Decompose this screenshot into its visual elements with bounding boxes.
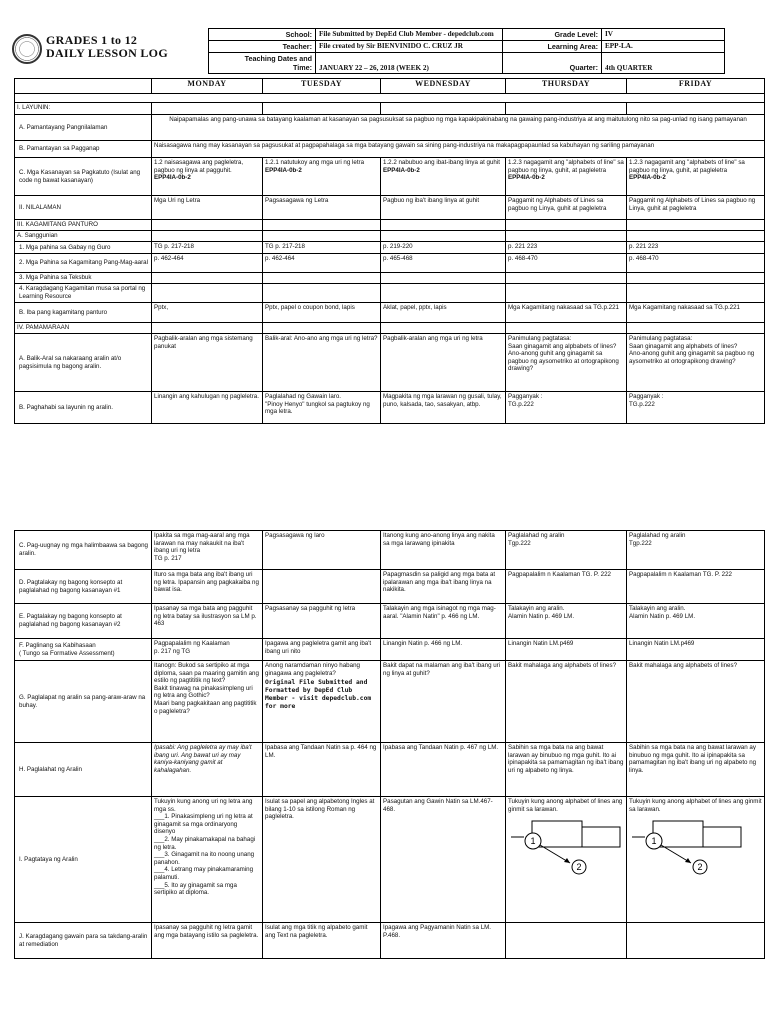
pagtalakay2-monday: Ipasanay sa mga bata ang pagguhit ng letra batay sa ilustrasyon sa LM p. 463: [152, 604, 263, 639]
teacher-value: File created by Sir BIENVINIDO C. CRUZ JR: [316, 41, 503, 53]
karagdagang-gawain-thursday: [506, 923, 627, 959]
gabay-thursday: p. 221 223: [506, 242, 627, 254]
balik-wednesday: Pagbalik-aralan ang mga uri ng letra: [381, 334, 506, 392]
pagtalakay1-label: D. Pagtalakay ng bagong konsepto at paglalahad ng bagong kasanayan #1: [15, 570, 152, 604]
lesson-table-bottom: [14, 530, 765, 959]
dates-value: JANUARY 22 – 26, 2018 (WEEK 2): [316, 53, 503, 74]
code-label: EPP4IA-0b-2: [154, 174, 191, 182]
pagtalakay1-thursday: Pagpapalalim n Kaalaman TG. P. 222: [506, 570, 627, 604]
nilalaman-label: II. NILALAMAN: [15, 196, 152, 220]
paguugnay-thursday: Paglalahad ng aralin Tgp.222: [506, 531, 627, 570]
iba-tuesday: Pptx, papel o coupon bond, lapis: [263, 303, 381, 323]
gabay-label: 1. Mga pahina sa Gabay ng Guro: [15, 242, 152, 254]
iba-thursday: Mga Kagamitang nakasaad sa TG.p.221: [506, 303, 627, 323]
iba-label: B. Iba pang kagamitang panturo: [15, 303, 152, 323]
pagtalakay1-friday: Pagpapalalim n Kaalaman TG. P. 222: [627, 570, 765, 604]
paglalahat-monday: Ipasabi: Ang pagleletra ay may iba't ibang uri. Ang bawat uri ay may kaniya-kaniyang gamit at kahalagahan.: [152, 743, 263, 797]
karagdagang-gawain-label: J. Karagdagang gawain para sa takdang-aralin at remediation: [15, 923, 152, 959]
karagdagang-gawain-monday: Ipasanay sa pagguhit ng letra gamit ang mga batayang istilo sa pagleletra.: [152, 923, 263, 959]
balik-monday: Pagbalik-aralan ang mga sistemang panukat: [152, 334, 263, 392]
balik-label: A. Balik-Aral sa nakaraang aralin at/o pagsisimula ng bagong aralin.: [15, 334, 152, 392]
pamantayang-label: A. Pamantayang Pangnilalaman: [15, 115, 152, 141]
paglalahat-wednesday: Ipabasa ang Tandaan Natin p. 467 ng LM.: [381, 743, 506, 797]
paguugnay-tuesday: Pagsasagawa ng laro: [263, 531, 381, 570]
nilalaman-friday: Paggamit ng Alphabets of Lines sa pagbuo ng Linya, guhit at pagleletra: [627, 196, 765, 220]
dates-label: [209, 53, 316, 74]
grade-value: IV: [602, 29, 725, 41]
paglalahat-friday: Sabihin sa mga bata na ang bawat larawan ay binubuo ng mga guhit. Ito ai ipinapakita sa pamamagitan ng iba't ibang uri ng alpabeto ng linya.: [627, 743, 765, 797]
svg-text:2: 2: [697, 862, 703, 873]
document-title: [46, 34, 168, 60]
teacher-label: Teacher:: [209, 41, 316, 53]
svg-text:2: 2: [576, 862, 582, 873]
pagtalakay1-monday: Ituro sa mga bata ang iba't ibang uri ng letra. Ipapansin ang pagkakaiba ng bawat isa.: [152, 570, 263, 604]
title-line1: GRADES 1 to 12: [46, 33, 138, 47]
spacer-row: [15, 94, 765, 103]
paghahabi-monday: Linangin ang kahulugan ng pagleletra.: [152, 392, 263, 424]
info-table: [208, 28, 725, 74]
paglalapat-tuesday: Anong naramdaman ninyo habang ginagawa ang pagleletra? Original File Submitted and Formatted by DepEd Club Member - visit depedclub.com for more: [263, 661, 381, 743]
paglinang-friday: Linangin Natin LM.p469: [627, 639, 765, 661]
kasanayan-thursday: 1.2.3 nagagamit ang "alphabets of line" sa pagbuo ng linya, guhit, at pagleletra EPP4IA-0b-2: [506, 158, 627, 196]
day-monday: MONDAY: [152, 79, 263, 94]
karagdagang-gawain-wednesday: Ipagawa ang Pagyamanin Natin sa LM. P.468.: [381, 923, 506, 959]
paglalapat-wednesday: Bakit dapat na malaman ang iba't ibang uri ng linya at guhit?: [381, 661, 506, 743]
quarter-value: 4th QUARTER: [602, 53, 725, 74]
kasanayan-friday: 1.2.3 nagagamit ang "alphabets of line" sa pagbuo ng linya, guhit, at pagleletra EPP4IA-0b-2: [627, 158, 765, 196]
alphabet-of-lines-diagram: [629, 813, 762, 883]
kagamitang-mag-thursday: p. 468-470: [506, 254, 627, 273]
pamamaraan-label: IV. PAMAMARAAN: [15, 323, 152, 334]
paghahabi-label: B. Paghahabi sa layunin ng aralin.: [15, 392, 152, 424]
paguugnay-monday: Ipakita sa mga mag-aaral ang mga larawan na may nakaukit na iba't ibang uri ng letra TG p. 217: [152, 531, 263, 570]
karagdagang-gawain-tuesday: Isulat ang mga titik ng alpabeto gamit ang Text na pagleletra.: [263, 923, 381, 959]
pagtataya-monday: Tukuyin kung anong uri ng letra ang mga ss. ___1. Pinakasimpleng uri ng letra at ginagamit sa mga ordinaryong disenyo ___2. May pinakamakapal na bahagi ng letra. ___3. Ginagamit na ito noong unang panahon. ___4. Letrang may pinakamaraming palamuti. ___5. Ito ay ginagamit sa mga sertipiko at diploma.: [152, 797, 263, 923]
kagamitang-mag-monday: p. 462-464: [152, 254, 263, 273]
kasanayan-label: C. Mga Kasanayan sa Pagkatuto (Isulat ang code ng bawat kasanayan): [15, 158, 152, 196]
pagtataya-wednesday: Pasagutan ang Gawin Natin sa LM.467-468.: [381, 797, 506, 923]
paglinang-label: F. Paglinang sa Kabihasaan ( Tungo sa Formative Assessment): [15, 639, 152, 661]
pagtalakay1-wednesday: Papagmasdin sa paligid ang mga bata at ipalarawan ang mga iba't ibang linya na nakikita.: [381, 570, 506, 604]
paglalahat-tuesday: Ipabasa ang Tandaan Natin sa p. 464 ng LM.: [263, 743, 381, 797]
iba-friday: Mga Kagamitang nakasaad sa TG.p.221: [627, 303, 765, 323]
iba-monday: Pptx,: [152, 303, 263, 323]
pagtataya-tuesday: Isulat sa papel ang alpabetong Ingles at bilang 1-10 sa istilong Roman ng pagleletra.: [263, 797, 381, 923]
title-line2: DAILY LESSON LOG: [46, 46, 168, 60]
area-label: Learning Area:: [503, 41, 602, 53]
balik-thursday: Panimulang pagtatasa: Saan ginagamit ang alpbabets of lines? Ano-anong guhit ang ginagamit sa pagbuo ng aysometriko at ortograpikong drawing?: [506, 334, 627, 392]
grade-label: Grade Level:: [503, 29, 602, 41]
alphabet-of-lines-diagram: [508, 813, 624, 883]
pagtataya-thursday: Tukuyin kung anong alphabet of lines ang ginmit sa larawan. 1 2: [506, 797, 627, 923]
nilalaman-tuesday: Pagsasagawa ng Letra: [263, 196, 381, 220]
gabay-wednesday: p. 219-220: [381, 242, 506, 254]
nilalaman-monday: Mga Uri ng Letra: [152, 196, 263, 220]
pagtalakay2-wednesday: Talakayin ang mga isinagot ng mga mag-aaral. "Alamin Natin" p. 466 ng LM.: [381, 604, 506, 639]
pagganap-text: Naisasagawa nang may kasanayan sa pagsusukat at pagpapahalaga sa mga batayang gawain sa sining pang-industriya na makapagpapaunlad sa kabuhayan ng sariling pamayanan: [152, 141, 765, 158]
karagdagang-gawain-friday: [627, 923, 765, 959]
paglalahat-label: H. Paglalahat ng Aralin: [15, 743, 152, 797]
paguugnay-wednesday: Itanong kung ano-anong linya ang nakita sa mga larawang ipinakita: [381, 531, 506, 570]
watermark-text: Original File Submitted and Formatted by DepEd Club Member - visit depedclub.com for more: [265, 679, 372, 711]
lesson-table-top: [14, 78, 765, 424]
paglinang-thursday: Linangin Natin LM.p469: [506, 639, 627, 661]
teksbuk-label: 3. Mga Pahina sa Teksbuk: [15, 273, 152, 284]
pagganap-label: B. Pamantayan sa Pagganap: [15, 141, 152, 158]
pagtalakay2-tuesday: Pagsasanay sa pagguhit ng letra: [263, 604, 381, 639]
gabay-friday: p. 221 223: [627, 242, 765, 254]
nilalaman-thursday: Paggamit ng Alphabets of Lines sa pagbuo ng Linya, guhit at pagleletra: [506, 196, 627, 220]
deped-seal-icon: [12, 34, 42, 64]
code-label: EPP4IA-0b-2: [265, 166, 302, 174]
area-value: EPP-LA.: [602, 41, 725, 53]
day-thursday: THURSDAY: [506, 79, 627, 94]
paglinang-tuesday: Ipagawa ang pagleletra gamit ang iba't ibang uri nito: [263, 639, 381, 661]
paghahabi-wednesday: Magpakita ng mga larawan ng gusali, tulay, puno, kalsada, tao, sasakyan, atbp.: [381, 392, 506, 424]
pagtalakay2-label: E. Pagtalakay ng bagong konsepto at paglalahad ng bagong kasanayan #2: [15, 604, 152, 639]
paglalapat-monday: Itanogn: Bukod sa sertipiko at mga diploma, saan pa maaring gamitin ang estilo ng pagtititik ng text? Bakit tinawag na pinakasimpleng uri ng letra ang Gothic? Maari bang pagkakitaan ang pagtititik o pagleletra?: [152, 661, 263, 743]
iba-wednesday: Aklat, papel, pptx, lapis: [381, 303, 506, 323]
balik-friday: Panimulang pagtatasa: Saan ginagamit ang alphabets of lines? Ano-anong guhit ang ginagamit sa pagbuo ng aysometriko at ortograpikong drawing?: [627, 334, 765, 392]
paguugnay-label: C. Pag-uugnay ng mga halimbaawa sa bagong aralin.: [15, 531, 152, 570]
sanggunian-label: A. Sanggunian: [15, 231, 152, 242]
paghahabi-friday: Pagganyak : TG.p.222: [627, 392, 765, 424]
paglalapat-thursday: Bakit mahalaga ang alphabets of lines?: [506, 661, 627, 743]
paghahabi-tuesday: Paglalahad ng Gawain laro. "Pinoy Henyo" tungkol sa pagtukoy ng mga letra.: [263, 392, 381, 424]
nilalaman-wednesday: Pagbuo ng iba't ibang linya at guhit: [381, 196, 506, 220]
pagtalakay1-tuesday: [263, 570, 381, 604]
layunin-label: I. LAYUNIN:: [15, 103, 152, 115]
day-friday: FRIDAY: [627, 79, 765, 94]
kasanayan-tuesday: 1.2.1 natutukoy ang mga uri ng letra EPP4IA-0b-2: [263, 158, 381, 196]
corner-cell: [15, 79, 152, 94]
code-label: EPP4IA-0b-2: [629, 174, 666, 182]
karagdagang-label: 4. Karagdagang Kagamitan musa sa portal ng Learning Resource: [15, 284, 152, 303]
svg-text:1: 1: [651, 836, 657, 847]
gabay-tuesday: TG p. 217-218: [263, 242, 381, 254]
kagamitang-mag-wednesday: p. 465-468: [381, 254, 506, 273]
day-tuesday: TUESDAY: [263, 79, 381, 94]
svg-text:1: 1: [530, 836, 536, 847]
school-value: File Submitted by DepEd Club Member - depedclub.com: [316, 29, 503, 41]
balik-tuesday: Balik-aral: Ano-ano ang mga uri ng letra?: [263, 334, 381, 392]
code-label: EPP4IA-0b-2: [383, 166, 420, 174]
pagtataya-label: I. Pagtataya ng Aralin: [15, 797, 152, 923]
gabay-monday: TG p. 217-218: [152, 242, 263, 254]
day-wednesday: WEDNESDAY: [381, 79, 506, 94]
paglinang-monday: Pagpapalalim ng Kaalaman p. 217 ng TG: [152, 639, 263, 661]
paglalapat-label: G. Paglalapat ng aralin sa pang-araw-araw na buhay.: [15, 661, 152, 743]
dates-label-line2: Time:: [292, 63, 312, 72]
dates-label-line1: Teaching Dates and: [244, 54, 312, 63]
school-label: School:: [209, 29, 316, 41]
pagtalakay2-thursday: Talakayin ang aralin. Alamin Natin p. 469 LM.: [506, 604, 627, 639]
paglalahat-thursday: Sabihin sa mga bata na ang bawat larawan ay binubuo ng mga guhit. Ito ai ipinapakita sa pamamagitan ng iba't ibang uri ng alpabeto ng linya.: [506, 743, 627, 797]
paghahabi-thursday: Pagganyak : TG.p.222: [506, 392, 627, 424]
code-label: EPP4IA-0b-2: [508, 174, 545, 182]
paglalapat-friday: Bakit mahalaga ang alphabets of lines?: [627, 661, 765, 743]
kagamitan-label: III. KAGAMITANG PANTURO: [15, 220, 152, 231]
pagtalakay2-friday: Talakayin ang aralin. Alamin Natin p. 469 LM.: [627, 604, 765, 639]
kagamitang-mag-label: 2. Mga Pahina sa Kagamitang Pang-Mag-aaral: [15, 254, 152, 273]
kagamitang-mag-tuesday: p. 462-464: [263, 254, 381, 273]
kasanayan-wednesday: 1.2.2 nabubuo ang ibat-ibang linya at guhit EPP4IA-0b-2: [381, 158, 506, 196]
paguugnay-friday: Paglalahad ng aralin Tgp.222: [627, 531, 765, 570]
pagtataya-friday: Tukuyin kung anong alphabet of lines ang ginmit sa larawan. 1 2: [627, 797, 765, 923]
kagamitang-mag-friday: p. 468-470: [627, 254, 765, 273]
quarter-label: Quarter:: [503, 53, 602, 74]
paglinang-wednesday: Linangin Natin p. 466 ng LM.: [381, 639, 506, 661]
pamantayang-text: Naipapamalas ang pang-unawa sa batayang kaalaman at kasanayan sa pagsusuksat sa pagbuo ng mga kapakipakinabang na gawaing pang-industriya at ang maitutulong nito sa pag-unlad ng isang pamayanan: [152, 115, 765, 141]
kasanayan-monday: 1.2 naisasagawa ang pagleletra, pagbuo ng linya at pagguhit. EPP4IA-0b-2: [152, 158, 263, 196]
